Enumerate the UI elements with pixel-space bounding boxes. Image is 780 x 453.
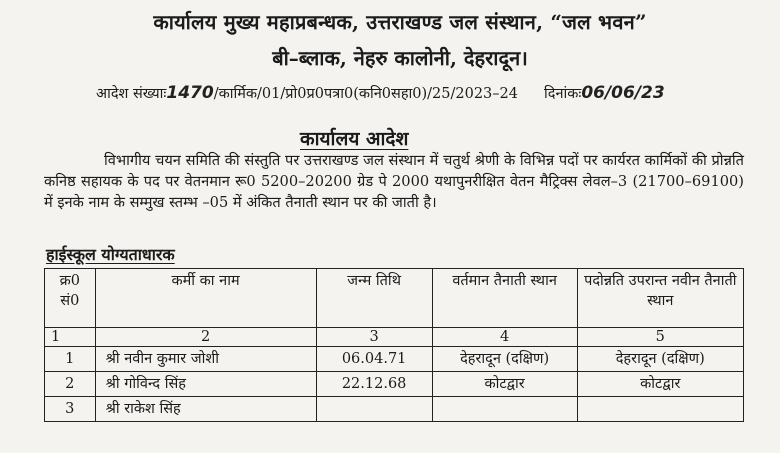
order-body: [44, 150, 744, 213]
row-sno: 2: [45, 372, 96, 397]
section-subheading: हाईस्कूल योग्यताधारक: [46, 245, 175, 264]
column-number-row: [45, 328, 744, 347]
header-sno: क्र0 सं0: [45, 269, 96, 328]
row-new-posting: [577, 397, 743, 422]
promotion-table: [44, 268, 744, 422]
row-new-posting: कोटद्वार: [577, 372, 743, 397]
order-date: 06/06/23: [581, 83, 665, 103]
row-dob: 06.04.71: [316, 347, 432, 372]
row-sno: 1: [45, 347, 96, 372]
table-row: [45, 397, 744, 422]
row-current-posting: [432, 397, 577, 422]
header-dob: जन्म तिथि: [316, 269, 432, 328]
row-name: श्री नवीन कुमार जोशी: [95, 347, 316, 372]
order-number: 1470: [166, 83, 214, 103]
row-name: श्री राकेश सिंह: [95, 397, 316, 422]
table-row: [45, 347, 744, 372]
office-header-line2: बी–ब्लाक, नेहरु कालोनी, देहरादून।: [272, 46, 528, 70]
row-sno: 3: [45, 397, 96, 422]
row-current-posting: कोटद्वार: [432, 372, 577, 397]
row-dob: 22.12.68: [316, 372, 432, 397]
order-number-label: आदेश संख्याः: [96, 86, 167, 102]
table-row: [45, 372, 744, 397]
column-number: 1: [45, 328, 96, 347]
row-new-posting: देहरादून (दक्षिण): [577, 347, 743, 372]
column-number: 4: [432, 328, 577, 347]
order-body-text: विभागीय चयन समिति की संस्तुति पर उत्तराखण्ड जल संस्थान में चतुर्थ श्रेणी के विभिन्न पदों पर कार्यरत कार्मिकों की प्रोन्नति कनिष्ठ सहायक के पद पर वेतनमान रू0 5200–20200 ग्रेड पे 2000 यथापुनरीक्षित वेतन मैट्रिक्स लेवल–3 (21700–69100) में इनके नाम के सम्मुख स्तम्भ –05 में अंकित तैनाती स्थान पर की जाती है।: [44, 152, 744, 211]
table-header-row: [45, 269, 744, 328]
header-current-posting: वर्तमान तैनाती स्थान: [432, 269, 577, 328]
order-path: /कार्मिक/01/प्रो0प्र0पत्रा0(कनि0सहा0)/25/2023–24: [213, 86, 518, 102]
order-reference: [96, 83, 665, 103]
header-name: कर्मी का नाम: [95, 269, 316, 328]
page-title: कार्यालय आदेश: [300, 128, 409, 150]
office-header-line1: कार्यालय मुख्य महाप्रबन्धक, उत्तराखण्ड जल संस्थान, “जल भवन”: [153, 10, 647, 34]
column-number: 5: [577, 328, 743, 347]
header-new-posting: पदोन्नति उपरान्त नवीन तैनाती स्थान: [577, 269, 743, 328]
row-current-posting: देहरादून (दक्षिण): [432, 347, 577, 372]
row-dob: [316, 397, 432, 422]
column-number: 3: [316, 328, 432, 347]
order-date-label: दिनांकः: [543, 86, 582, 102]
column-number: 2: [95, 328, 316, 347]
row-name: श्री गोविन्द सिंह: [95, 372, 316, 397]
